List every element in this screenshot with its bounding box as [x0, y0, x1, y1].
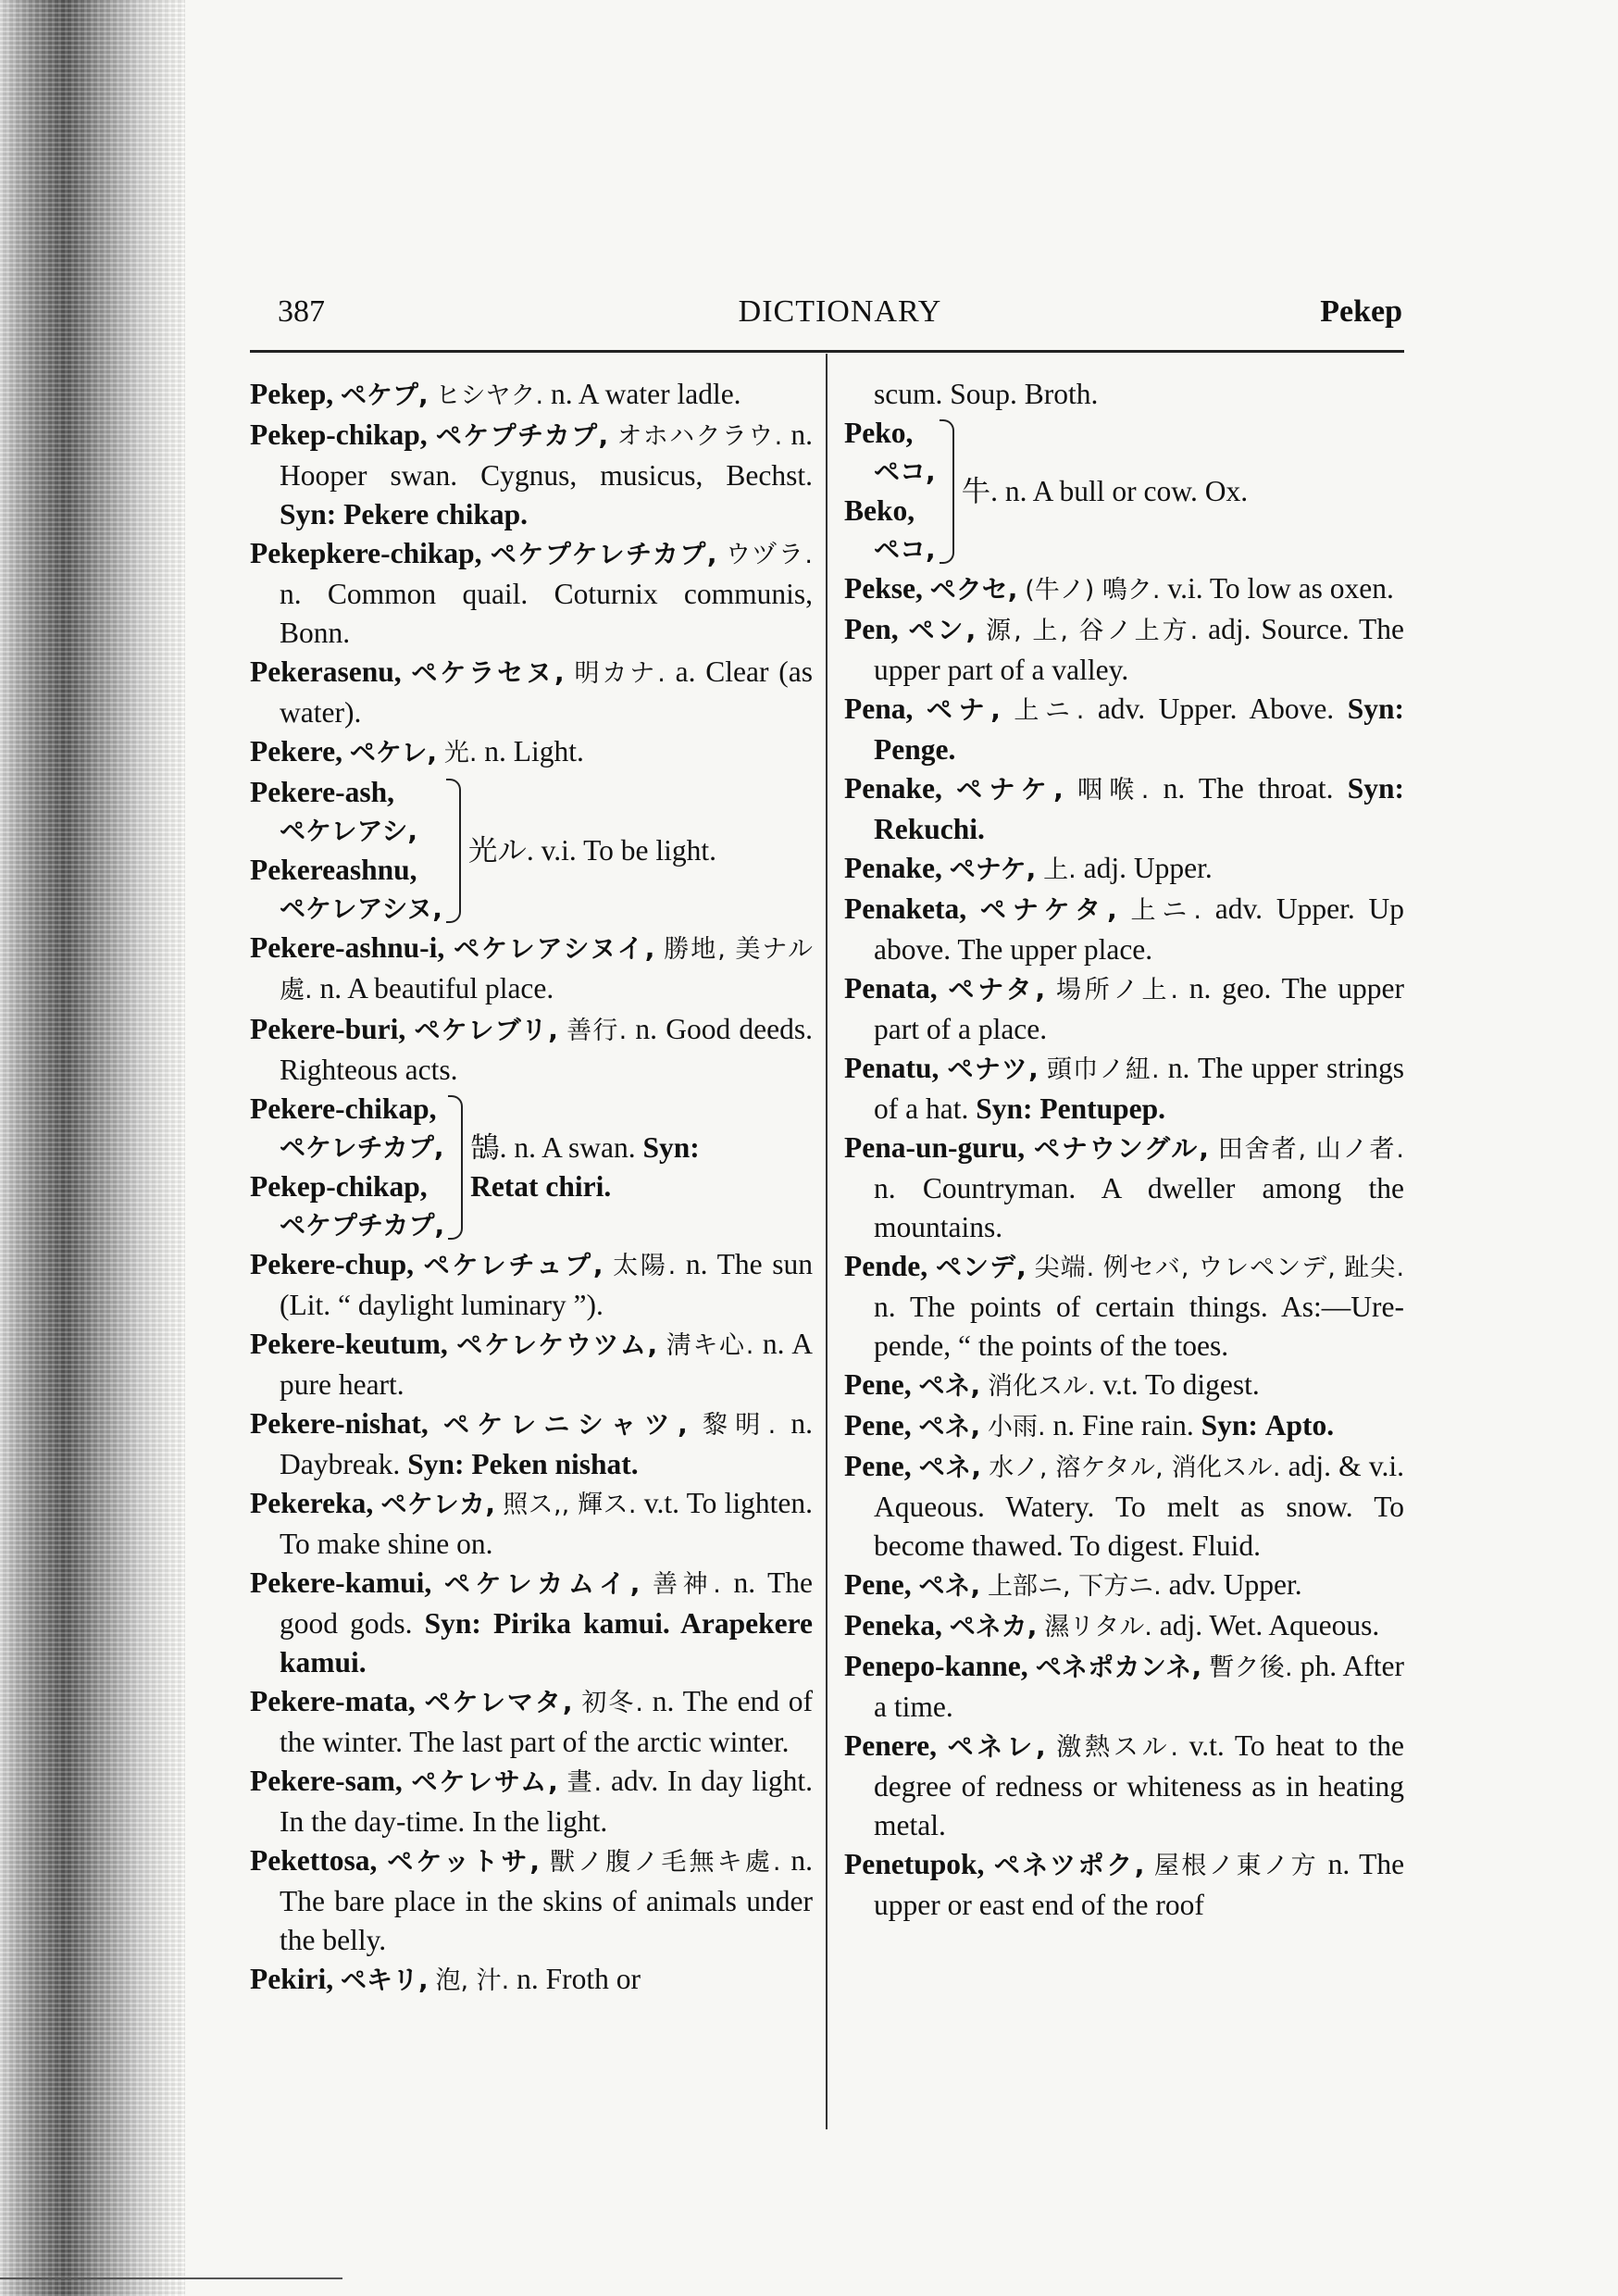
- japanese-gloss: 獸ノ腹ノ毛無キ處.: [550, 1848, 781, 1877]
- bracketed-entry-group: [844, 414, 1404, 569]
- english-definition: n. The sun (Lit. “ daylight luminary ”).: [280, 1248, 813, 1321]
- english-definition: v.t. To heat to the degree of redness or whiteness as in heating metal.: [874, 1729, 1405, 1841]
- kana-reading: ペネ,: [918, 1452, 982, 1482]
- english-definition: n. A water ladle.: [550, 378, 741, 410]
- english-definition: n. Daybreak.: [280, 1407, 814, 1480]
- headword: Pekere-chikap,: [250, 1092, 437, 1125]
- english-definition: adv. Upper. Above.: [1097, 693, 1335, 725]
- headword: Pekereashnu,: [250, 854, 417, 886]
- english-definition: v.t. To digest.: [1102, 1368, 1260, 1401]
- synonym-label: Syn:: [280, 498, 337, 530]
- dictionary-entry: [844, 1247, 1404, 1366]
- english-definition: n. The good gods.: [280, 1566, 814, 1640]
- synonym-value: Peken nishat.: [471, 1448, 639, 1480]
- headword: Penake,: [844, 772, 942, 805]
- japanese-gloss: 場所ノ上.: [1055, 976, 1178, 1004]
- kana-reading: ペケットサ,: [387, 1846, 541, 1877]
- english-definition: n. The throat.: [1163, 772, 1334, 805]
- headword: Pekse,: [844, 572, 923, 605]
- kana-reading: ペケプチカプ,: [280, 1210, 445, 1241]
- kana-reading: ペネ,: [918, 1370, 981, 1401]
- kana-reading: ペケラセヌ,: [411, 657, 565, 688]
- english-definition: adj. Source. The upper part of a valley.: [874, 613, 1405, 686]
- kana-reading: ペナケ,: [956, 774, 1064, 805]
- japanese-gloss: 頭巾ノ紐.: [1046, 1055, 1160, 1084]
- english-definition: n. Hooper swan. Cygnus, musicus, Bechst.: [280, 418, 814, 492]
- headword: Pekepkere-chikap,: [250, 537, 482, 569]
- english-definition: v.t. To lighten. To make shine on.: [280, 1487, 814, 1560]
- japanese-gloss: 晝.: [566, 1768, 603, 1797]
- kana-reading: ペケレ,: [349, 737, 437, 767]
- dictionary-entry: [250, 929, 813, 1010]
- dictionary-entry: [250, 732, 813, 773]
- headword: Beko,: [844, 494, 915, 527]
- synonym-value: Pentupep.: [1039, 1092, 1166, 1125]
- dictionary-entry: [844, 1447, 1404, 1566]
- dictionary-entry: [844, 610, 1404, 690]
- english-definition: n. The points of certain things. As:—Ure-pende, “ the points of the toes.: [874, 1291, 1404, 1362]
- japanese-gloss: 咽喉.: [1077, 776, 1150, 805]
- english-definition: n. geo. The upper part of a place.: [874, 972, 1405, 1045]
- headword: Penere,: [844, 1729, 937, 1762]
- header-rule: [250, 350, 1404, 353]
- english-definition: n. The bare place in the skins of animals under the belly.: [280, 1844, 814, 1956]
- headword: Pekere-kamui,: [250, 1566, 432, 1599]
- headword: Pekep-chikap,: [250, 418, 428, 451]
- headword: Pena-un-guru,: [844, 1131, 1026, 1164]
- kana-reading: ペケレマタ,: [424, 1687, 573, 1717]
- japanese-gloss: 光.: [443, 739, 478, 767]
- kana-reading: ペケレカムイ,: [443, 1568, 641, 1599]
- english-definition: n. The upper or east end of the roof: [874, 1848, 1405, 1921]
- right-column: [844, 375, 1404, 1925]
- dictionary-entry: [844, 1647, 1404, 1727]
- kana-reading: ペケレアシヌイ,: [454, 933, 655, 964]
- japanese-gloss: 上.: [1043, 855, 1077, 884]
- english-definition: ph. After a time.: [874, 1650, 1405, 1723]
- english-definition: adv. Upper.: [1168, 1568, 1302, 1601]
- english-definition: adj. & v.i. Aqueous. Watery. To melt as snow. To become thawed. To digest. Fluid.: [874, 1450, 1405, 1562]
- dictionary-entry: [250, 1245, 813, 1325]
- dictionary-entry: [250, 653, 813, 732]
- english-definition: adv. In day light. In the day-time. In the light.: [280, 1765, 813, 1838]
- english-definition: n. Froth or: [517, 1963, 641, 1995]
- headword: Pekere-nishat,: [250, 1407, 429, 1440]
- japanese-gloss: 初冬.: [581, 1689, 643, 1717]
- kana-reading: ペケプ,: [341, 380, 429, 410]
- headword: Pen,: [844, 613, 899, 645]
- japanese-gloss: 黎明.: [702, 1411, 777, 1440]
- english-definition: a. Clear (as water).: [280, 655, 814, 729]
- dictionary-entry: [844, 1049, 1404, 1129]
- dictionary-entry: [844, 769, 1404, 849]
- headword: Penaketa,: [844, 892, 967, 925]
- english-definition: adj. Upper.: [1083, 852, 1213, 884]
- headword: Penetupok,: [844, 1848, 985, 1880]
- english-definition: 牛. n. A bull or cow. Ox.: [961, 475, 1249, 507]
- kana-reading: ペナタ,: [948, 974, 1046, 1004]
- english-definition: n. Light.: [484, 735, 584, 767]
- japanese-gloss: 善行.: [566, 1017, 628, 1045]
- running-header: [278, 294, 1402, 341]
- headword: Penepo-kanne,: [844, 1650, 1028, 1682]
- synonym-label: Syn:: [642, 1131, 700, 1164]
- kana-reading: ペケレニシャツ,: [442, 1409, 688, 1440]
- headword: Penatu,: [844, 1052, 940, 1084]
- japanese-gloss: 激熱スル.: [1056, 1733, 1178, 1762]
- synonym-label: Syn:: [976, 1092, 1033, 1125]
- japanese-gloss: 暫ク後.: [1209, 1653, 1293, 1682]
- kana-reading: ペネ,: [918, 1411, 981, 1441]
- kana-reading: ペネカ,: [949, 1611, 1038, 1641]
- japanese-gloss: 田舍者, 山ノ者.: [1217, 1135, 1405, 1164]
- kana-reading: ペキリ,: [340, 1965, 429, 1995]
- left-column: [250, 375, 813, 2001]
- japanese-gloss: 小雨.: [988, 1413, 1046, 1441]
- dictionary-entry: [844, 1366, 1404, 1406]
- synonym-value: Retat chiri.: [470, 1170, 612, 1203]
- headword: Pekere-mata,: [250, 1685, 416, 1717]
- synonym-value: Pekere chikap.: [343, 498, 529, 530]
- bracketed-entry-group: [250, 773, 813, 929]
- kana-reading: ペケレケウツム,: [456, 1329, 658, 1360]
- headword: Pekere-chup,: [250, 1248, 415, 1280]
- headword: Pekere-keutum,: [250, 1328, 448, 1360]
- kana-reading: ペン,: [908, 615, 977, 645]
- japanese-gloss: 上ニ.: [1130, 896, 1201, 925]
- synonym-value: Pirika kamui. Arapekere kamui.: [280, 1607, 813, 1678]
- headword: Pekerasenu,: [250, 655, 402, 688]
- headword: Pekereka,: [250, 1487, 374, 1519]
- kana-reading: ペネレ,: [947, 1731, 1046, 1762]
- japanese-gloss: 尖端. 例セバ, ウレペンデ, 趾尖.: [1034, 1254, 1405, 1282]
- headword: Pekiri,: [250, 1963, 334, 1995]
- dictionary-entry: [250, 1484, 813, 1564]
- dictionary-entry: [250, 1841, 813, 1960]
- synonym-label: Syn:: [1347, 693, 1404, 725]
- english-definition: n. Common quail. Coturnix communis, Bonn.: [280, 578, 813, 649]
- dictionary-entry: [844, 890, 1404, 969]
- japanese-gloss: 水ノ, 溶ケタル, 消化スル.: [989, 1454, 1281, 1482]
- japanese-gloss: 濕リタル.: [1044, 1613, 1152, 1641]
- kana-reading: ペクセ,: [929, 574, 1018, 605]
- japanese-gloss: 上ニ.: [1014, 696, 1085, 725]
- kana-reading: ペケレアシ,: [280, 816, 417, 846]
- japanese-gloss: 善神.: [652, 1570, 721, 1599]
- dictionary-entry: [844, 849, 1404, 890]
- japanese-gloss: 淸キ心.: [666, 1331, 754, 1360]
- headword: Pende,: [844, 1250, 928, 1282]
- dictionary-entry: [844, 1727, 1404, 1845]
- kana-reading: ペナ,: [926, 694, 1001, 725]
- kana-reading: ペケプケレチカプ,: [490, 539, 717, 569]
- synonym-value: Rekuchi.: [874, 813, 985, 845]
- english-definition: n. Good deeds. Righteous acts.: [280, 1013, 813, 1086]
- dictionary-entry: [250, 1404, 813, 1484]
- headword: Peko,: [844, 417, 914, 449]
- headword: Penata,: [844, 972, 938, 1004]
- headword: Pekere-buri,: [250, 1013, 406, 1045]
- kana-reading: ペケレブリ,: [414, 1015, 558, 1045]
- headword: Pekere-sam,: [250, 1765, 403, 1797]
- entry-continuation: scum. Soup. Broth.: [874, 378, 1099, 410]
- english-definition: v.i. To low as oxen.: [1167, 572, 1394, 605]
- dictionary-entry: [250, 1325, 813, 1404]
- kana-reading: ペケレアシヌ,: [280, 893, 442, 924]
- synonym-value: Penge.: [874, 733, 956, 766]
- dictionary-entry: [844, 1845, 1404, 1925]
- headword: Pene,: [844, 1568, 912, 1601]
- english-definition: n. Countryman. A dweller among the mountains.: [874, 1172, 1404, 1243]
- headword: Pene,: [844, 1450, 912, 1482]
- dictionary-entry: [844, 969, 1404, 1049]
- english-definition: n. The end of the winter. The last part of the arctic winter.: [280, 1685, 814, 1758]
- grouping-brace: [446, 779, 461, 923]
- kana-reading: ペケレチカプ,: [280, 1132, 444, 1163]
- scan-edge-line: [0, 2277, 342, 2279]
- english-definition: n. A beautiful place.: [319, 972, 554, 1004]
- headword: Pekere,: [250, 735, 342, 767]
- dictionary-entry: [844, 1129, 1404, 1247]
- dictionary-entry: [844, 690, 1404, 769]
- headword: Peneka,: [844, 1609, 942, 1641]
- english-definition: 光ル. v.i. To be light.: [467, 834, 717, 867]
- running-title: DICTIONARY: [738, 294, 942, 329]
- english-definition: n. A pure heart.: [280, 1328, 814, 1401]
- bracketed-entry-group: [250, 1090, 813, 1245]
- english-definition: n. Fine rain.: [1052, 1409, 1194, 1441]
- kana-reading: ペナツ,: [947, 1054, 1039, 1084]
- dictionary-entry: [844, 1566, 1404, 1606]
- kana-reading: ペナケタ,: [979, 894, 1117, 925]
- headword: Pena,: [844, 693, 914, 725]
- synonym-label: Syn:: [1201, 1409, 1258, 1441]
- japanese-gloss: 源, 上, 谷ノ上方.: [986, 617, 1199, 645]
- dictionary-entry: [250, 534, 813, 653]
- headword: Pekep-chikap,: [250, 1170, 428, 1203]
- headword: Pekere-ash,: [250, 776, 395, 808]
- synonym-label: Syn:: [424, 1607, 481, 1640]
- japanese-gloss: ヒシヤク.: [435, 381, 544, 410]
- kana-reading: ペコ,: [874, 456, 936, 487]
- japanese-gloss: 明カナ.: [574, 659, 666, 688]
- headword: Pekere-ashnu-i,: [250, 931, 445, 964]
- english-definition: n. The upper strings of a hat.: [874, 1052, 1404, 1125]
- english-definition: adj. Wet. Aqueous.: [1159, 1609, 1380, 1641]
- japanese-gloss: 照ス,, 輝ス.: [503, 1491, 637, 1519]
- synonym-label: Syn:: [407, 1448, 465, 1480]
- scan-gutter-noise: [0, 0, 185, 2296]
- kana-reading: ペネ,: [918, 1570, 981, 1601]
- dictionary-entry: [844, 1606, 1404, 1647]
- headword: Pekep,: [250, 378, 334, 410]
- japanese-gloss: 勝地, 美ナル處.: [280, 935, 814, 1004]
- grouping-brace: [940, 419, 954, 564]
- japanese-gloss: オホハクラウ.: [616, 422, 783, 451]
- japanese-gloss: (牛ノ) 鳴ク.: [1025, 576, 1161, 605]
- page-number: 387: [278, 294, 325, 329]
- headword: Pene,: [844, 1409, 912, 1441]
- dictionary-entry: [250, 1960, 813, 2001]
- japanese-gloss: ウヅラ.: [725, 541, 814, 569]
- headword: Penake,: [844, 852, 942, 884]
- kana-reading: ペケレサム,: [411, 1766, 558, 1797]
- kana-reading: ペネツポク,: [993, 1850, 1145, 1880]
- kana-reading: ペケプチカプ,: [435, 420, 609, 451]
- kana-reading: ペケレカ,: [380, 1489, 496, 1519]
- dictionary-entry: [250, 375, 813, 416]
- headword: Pekettosa,: [250, 1844, 378, 1877]
- dictionary-entry: [844, 569, 1404, 610]
- guide-word: Pekep: [1320, 294, 1402, 329]
- japanese-gloss: 消化スル.: [988, 1372, 1096, 1401]
- kana-reading: ペケレチュプ,: [423, 1250, 604, 1280]
- dictionary-entry: [250, 1564, 813, 1682]
- dictionary-entry: [250, 1682, 813, 1762]
- japanese-gloss: 泡, 汁.: [435, 1966, 510, 1995]
- headword: Pene,: [844, 1368, 912, 1401]
- japanese-gloss: 屋根ノ東ノ方: [1153, 1852, 1319, 1880]
- column-divider: [826, 354, 828, 2129]
- kana-reading: ペンデ,: [936, 1252, 1027, 1282]
- grouping-brace: [448, 1095, 463, 1240]
- dictionary-entry: [250, 1762, 813, 1841]
- japanese-gloss: 上部ニ, 下方ニ.: [988, 1572, 1162, 1601]
- dictionary-entry: [250, 416, 813, 534]
- kana-reading: ペナケ,: [949, 854, 1037, 884]
- dictionary-entry: [250, 1010, 813, 1090]
- kana-reading: ペコ,: [874, 534, 936, 565]
- kana-reading: ペネポカンネ,: [1035, 1652, 1202, 1682]
- japanese-gloss: 太陽.: [613, 1252, 677, 1280]
- english-definition: adv. Upper. Up above. The upper place.: [874, 892, 1405, 966]
- kana-reading: ペナウングル,: [1033, 1133, 1209, 1164]
- english-definition: 鵠. n. A swan.: [470, 1131, 636, 1164]
- synonym-label: Syn:: [1347, 772, 1404, 805]
- dictionary-entry: [844, 1406, 1404, 1447]
- synonym-value: Apto.: [1264, 1409, 1335, 1441]
